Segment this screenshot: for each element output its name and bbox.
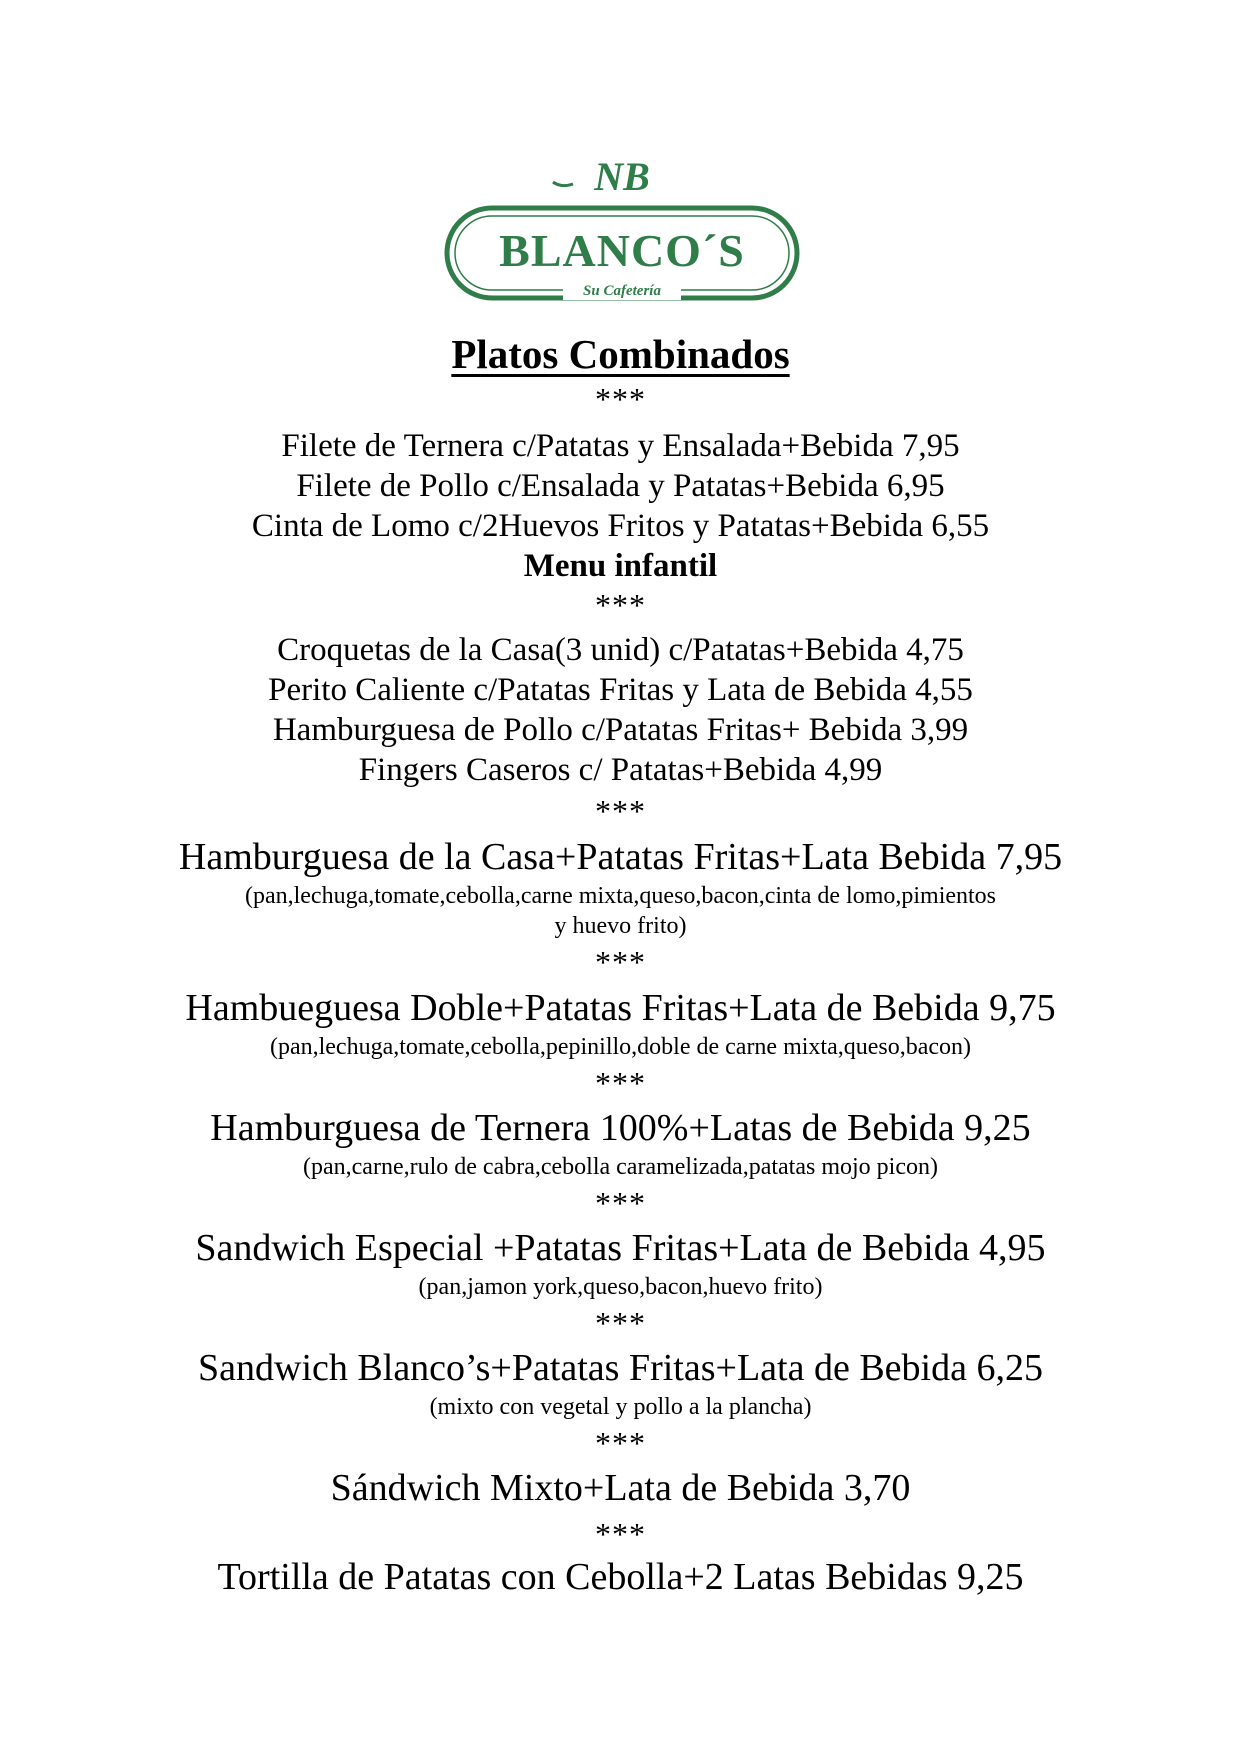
menu-item: Sandwich Blanco’s+Patatas Fritas+Lata de Bebida 6,25 bbox=[198, 1347, 1043, 1389]
logo-name: BLANCO´S bbox=[499, 225, 745, 276]
separator: *** bbox=[595, 793, 646, 829]
menu-item: Filete de Ternera c/Patatas y Ensalada+Bebida 7,95 bbox=[281, 428, 960, 464]
separator: *** bbox=[595, 1425, 646, 1461]
item-description: (pan,lechuga,tomate,cebolla,carne mixta,queso,bacon,cinta de lomo,pimientos bbox=[244, 883, 997, 909]
menu-item: Hamburguesa de la Casa+Patatas Fritas+Lata Bebida 7,95 bbox=[178, 836, 1063, 878]
menu-item: Filete de Pollo c/Ensalada y Patatas+Bebida 6,95 bbox=[296, 468, 945, 504]
item-description: (pan,jamon york,queso,bacon,huevo frito) bbox=[418, 1274, 823, 1300]
menu-item: Cinta de Lomo c/2Huevos Fritos y Patatas+Bebida 6,55 bbox=[251, 508, 990, 544]
item-description: (pan,lechuga,tomate,cebolla,pepinillo,doble de carne mixta,queso,bacon) bbox=[269, 1034, 972, 1060]
menu-item: Croquetas de la Casa(3 unid) c/Patatas+Bebida 4,75 bbox=[277, 632, 964, 668]
item-description: y huevo frito) bbox=[554, 913, 687, 939]
separator: *** bbox=[595, 944, 646, 980]
separator: *** bbox=[595, 381, 646, 417]
menu-item: Fingers Caseros c/ Patatas+Bebida 4,99 bbox=[358, 752, 883, 788]
menu-item: Perito Caliente c/Patatas Fritas y Lata de Bebida 4,55 bbox=[268, 672, 973, 708]
separator: *** bbox=[595, 1065, 646, 1101]
menu-item: Tortilla de Patatas con Cebolla+2 Latas Bebidas 9,25 bbox=[217, 1556, 1024, 1598]
separator: *** bbox=[595, 1305, 646, 1341]
menu-item: Hambueguesa Doble+Patatas Fritas+Lata de Bebida 9,75 bbox=[185, 987, 1056, 1029]
separator: *** bbox=[595, 1185, 646, 1221]
menu-item: Hamburguesa de Ternera 100%+Latas de Bebida 9,25 bbox=[210, 1107, 1031, 1149]
separator: *** bbox=[595, 587, 646, 623]
item-description: (mixto con vegetal y pollo a la plancha) bbox=[429, 1394, 812, 1420]
blancos-logo bbox=[443, 148, 801, 308]
logo-tagline: Su Cafetería bbox=[583, 283, 661, 299]
menu-item: Hamburguesa de Pollo c/Patatas Fritas+ Bebida 3,99 bbox=[272, 712, 969, 748]
section-heading: Menu infantil bbox=[523, 548, 718, 584]
item-description: (pan,carne,rulo de cabra,cebolla caramelizada,patatas mojo picon) bbox=[303, 1154, 938, 1180]
page-title: Platos Combinados bbox=[451, 331, 790, 377]
separator: *** bbox=[595, 1516, 646, 1552]
logo-monogram: NB bbox=[594, 154, 650, 199]
menu-item: Sándwich Mixto+Lata de Bebida 3,70 bbox=[330, 1467, 911, 1509]
menu-item: Sandwich Especial +Patatas Fritas+Lata de Bebida 4,95 bbox=[195, 1227, 1046, 1269]
